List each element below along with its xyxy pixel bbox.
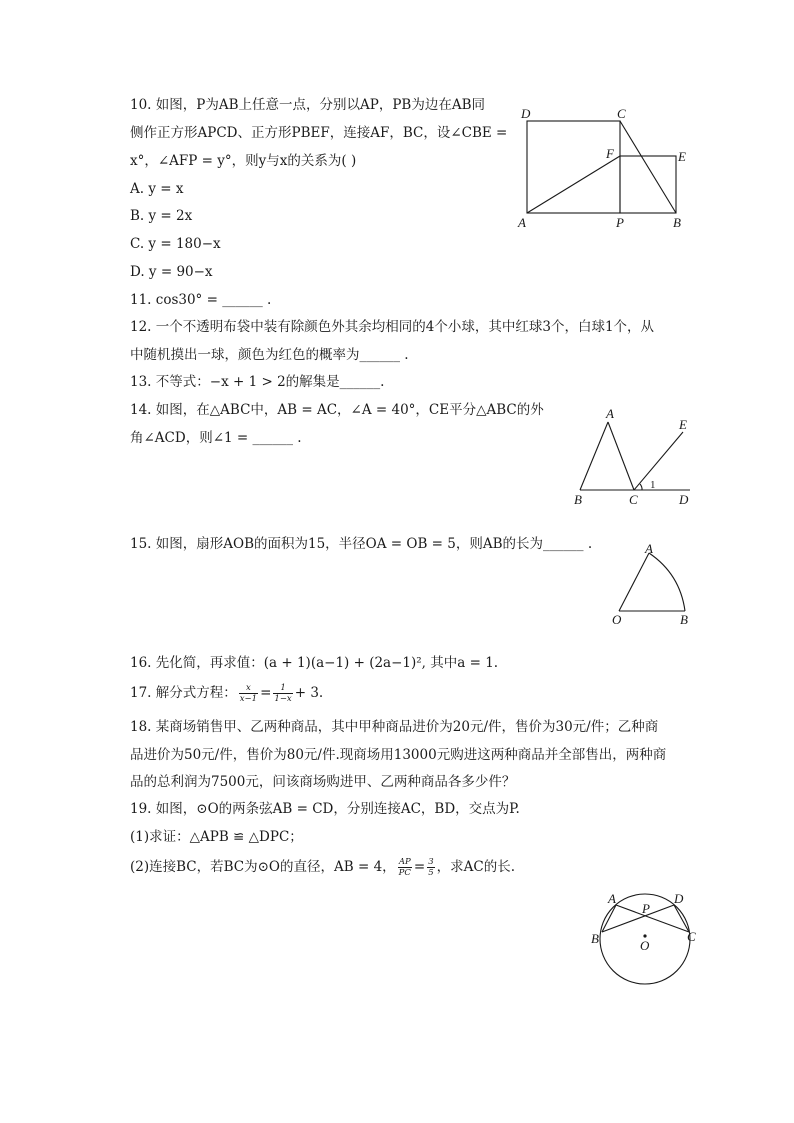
q10-option-c: C. y = 180−x <box>130 236 221 252</box>
q10-option-d: D. y = 90−x <box>130 264 213 280</box>
q19-equals: = <box>413 859 426 875</box>
label-b: B <box>673 215 681 230</box>
q19-line3-suffix: ，求AC的长. <box>436 859 515 875</box>
q16: 16. 先化简，再求值：(a + 1)(a−1) + (2a−1)², 其中a = 1. <box>130 655 499 671</box>
chord-cd <box>674 905 689 932</box>
square-apcd <box>527 121 620 213</box>
q12-line2: 中随机摸出一球，颜色为红色的概率为______ . <box>130 347 409 363</box>
q13: 13. 不等式：−x + 1 > 2的解集是______. <box>130 374 385 390</box>
label-e: E <box>679 417 687 432</box>
q17 <box>130 683 323 704</box>
q11: 11. cos30° = ______ . <box>130 292 272 308</box>
q10-line3: x°，∠AFP = y°，则y与x的关系为( ) <box>130 153 357 169</box>
q19-line1: 19. 如图，⊙O的两条弦AB = CD，分别连接AC，BD，交点为P. <box>130 801 520 817</box>
label-b: B <box>591 931 599 946</box>
label-a: A <box>608 891 616 906</box>
q14-figure <box>566 404 700 512</box>
q10-option-a: A. y = x <box>130 181 184 197</box>
q18-line1: 18. 某商场销售甲、乙两种商品，其中甲种商品进价为20元/件，售价为30元/件；乙种商 <box>130 719 659 735</box>
label-c: C <box>617 106 626 121</box>
label-p: P <box>642 901 650 916</box>
q17-fraction-1: $\frac{x}{x-1}$ <box>239 683 258 704</box>
q17-suffix: + 3. <box>294 685 324 701</box>
label-o: O <box>612 612 622 627</box>
q10-line2: 侧作正方形APCD、正方形PBEF，连接AF，BC，设∠CBE = <box>130 125 508 141</box>
arc-ab <box>649 553 685 611</box>
q19-line3 <box>130 857 515 878</box>
q15-figure <box>606 540 696 628</box>
q19-fraction-ap-pc: $\frac{AP}{PC}$ <box>398 857 411 878</box>
segment-ab <box>580 422 608 490</box>
q14-line2: 角∠ACD，则∠1 = ______ . <box>130 430 302 446</box>
label-a: A <box>518 215 526 230</box>
angle-1-arc <box>640 484 642 490</box>
segment-bd <box>602 905 674 932</box>
label-e: E <box>678 149 686 164</box>
q17-fraction-2: $\frac{1}{1-x}$ <box>274 683 292 704</box>
label-o: O <box>640 938 650 953</box>
radius-oa <box>619 553 649 611</box>
q17-equals: = <box>260 685 272 701</box>
q10-line1: 10. 如图，P为AB上任意一点，分别以AP，PB为边在AB同 <box>130 97 486 113</box>
q18-line2: 品进价为50元/件，售价为80元/件.现商场用13000元购进这两种商品并全部售出，两种商 <box>130 747 667 763</box>
label-f: F <box>606 146 614 161</box>
q19-figure <box>586 888 702 988</box>
label-p: P <box>616 215 624 230</box>
label-angle-1: 1 <box>650 479 656 491</box>
label-d: D <box>521 106 531 121</box>
segment-af <box>527 156 620 213</box>
q19-fraction-3-5: $\frac{3}{5}$ <box>428 857 434 878</box>
label-c: C <box>687 929 696 944</box>
label-d: D <box>679 492 689 507</box>
q19-line3-prefix: (2)连接BC，若BC为⊙O的直径，AB = 4， <box>130 859 396 875</box>
label-a: A <box>645 541 653 556</box>
label-b: B <box>680 612 688 627</box>
ray-ce <box>634 432 683 490</box>
q14-line1: 14. 如图，在△ABC中，AB = AC，∠A = 40°，CE平分△ABC的外 <box>130 402 544 418</box>
label-a: A <box>606 406 614 421</box>
q18-line3: 品的总利润为7500元，问该商场购进甲、乙两种商品各多少件？ <box>130 774 516 790</box>
q10-figure <box>510 100 700 235</box>
label-b: B <box>574 492 582 507</box>
q15-line1: 15. 如图，扇形AOB的面积为15，半径OA = OB = 5，则AB的长为______ . <box>130 536 593 552</box>
q10-option-b: B. y = 2x <box>130 208 193 224</box>
segment-bc <box>620 121 676 213</box>
square-pbef <box>620 156 676 213</box>
label-d: D <box>674 891 684 906</box>
label-c: C <box>629 492 638 507</box>
q19-line2: (1)求证：△APB ≌ △DPC； <box>130 829 303 845</box>
segment-ac <box>608 422 634 490</box>
q12-line1: 12. 一个不透明布袋中装有除颜色外其余均相同的4个小球，其中红球3个，白球1个，从 <box>130 319 655 335</box>
q17-prefix: 17. 解分式方程： <box>130 685 237 701</box>
